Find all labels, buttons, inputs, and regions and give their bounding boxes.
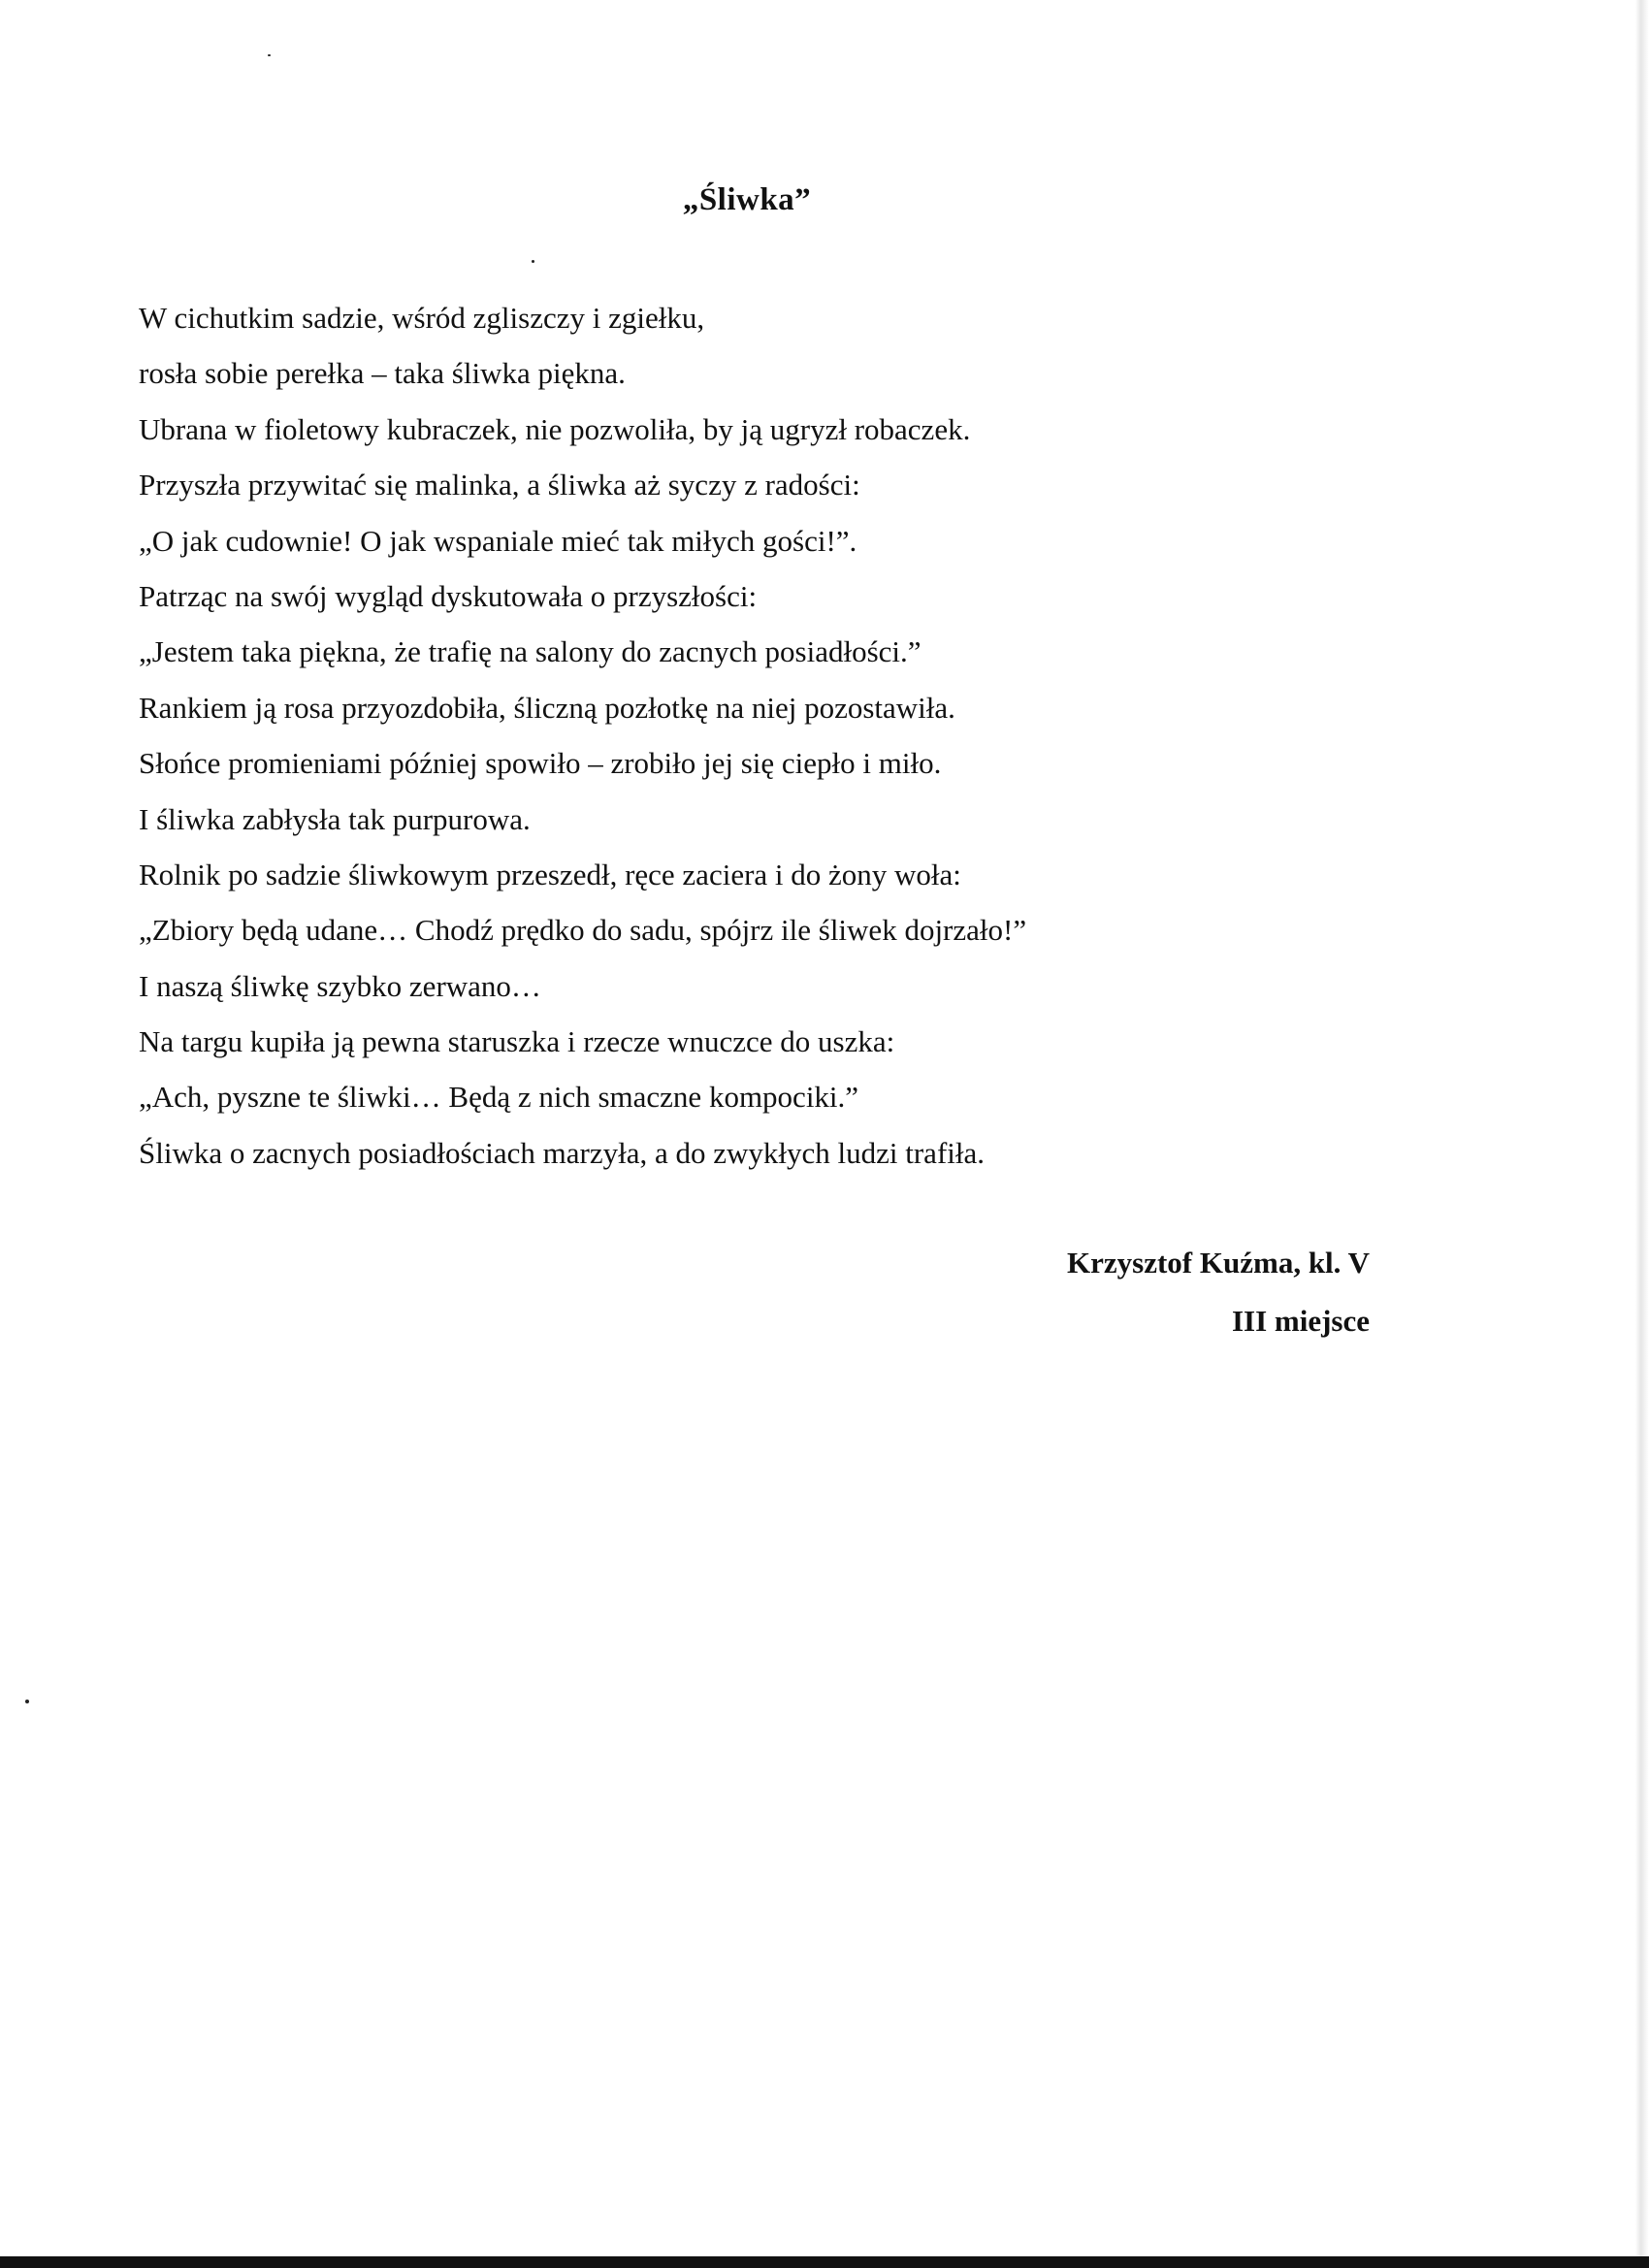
scan-speck bbox=[268, 54, 271, 56]
poem-line: W cichutkim sadzie, wśród zgliszczy i zgiełku, bbox=[139, 301, 705, 335]
scan-speck bbox=[25, 1700, 29, 1703]
poem-line: rosła sobie perełka – taka śliwka piękna. bbox=[139, 356, 626, 391]
poem-line: Rankiem ją rosa przyozdobiła, śliczną pozłotkę na niej pozostawiła. bbox=[139, 690, 955, 725]
poem-line: Przyszła przywitać się malinka, a śliwka aż syczy z radości: bbox=[139, 468, 860, 502]
award-place: III miejsce bbox=[1231, 1304, 1370, 1338]
poem-line: Słońce promieniami później spowiło – zrobiło jej się ciepło i miło. bbox=[139, 746, 942, 781]
poem-line: Patrząc na swój wygląd dyskutowała o przyszłości: bbox=[139, 578, 758, 613]
poem-line: „Zbiory będą udane… Chodź prędko do sadu, spójrz ile śliwek dojrzało!” bbox=[139, 913, 1027, 948]
author-name: Krzysztof Kuźma, kl. V bbox=[1067, 1246, 1370, 1280]
poem-title: „Śliwka” bbox=[682, 182, 812, 217]
poem-line: I śliwka zabłysła tak purpurowa. bbox=[139, 801, 531, 836]
scan-edge-shadow bbox=[1635, 0, 1649, 2268]
scan-speck bbox=[532, 260, 534, 263]
poem-line: Ubrana w fioletowy kubraczek, nie pozwoliła, by ją ugryzł robaczek. bbox=[139, 411, 971, 446]
author-signature bbox=[1067, 1234, 1370, 1350]
poem-line: „O jak cudownie! O jak wspaniale mieć tak miłych gości!”. bbox=[139, 523, 857, 558]
poem-line: „Jestem taka piękna, że trafię na salony do zacnych posiadłości.” bbox=[139, 634, 922, 669]
scan-bottom-border bbox=[0, 2256, 1649, 2268]
poem-line: I naszą śliwkę szybko zerwano… bbox=[139, 968, 541, 1003]
poem-body bbox=[139, 290, 1026, 1181]
poem-line: Śliwka o zacnych posiadłościach marzyła, a do zwykłych ludzi trafiła. bbox=[139, 1135, 985, 1170]
poem-line: „Ach, pyszne te śliwki… Będą z nich smaczne kompociki.” bbox=[139, 1080, 859, 1115]
poem-line: Rolnik po sadzie śliwkowym przeszedł, ręce zaciera i do żony woła: bbox=[139, 857, 961, 891]
poem-line: Na targu kupiła ją pewna staruszka i rzecze wnuczce do uszka: bbox=[139, 1024, 895, 1059]
